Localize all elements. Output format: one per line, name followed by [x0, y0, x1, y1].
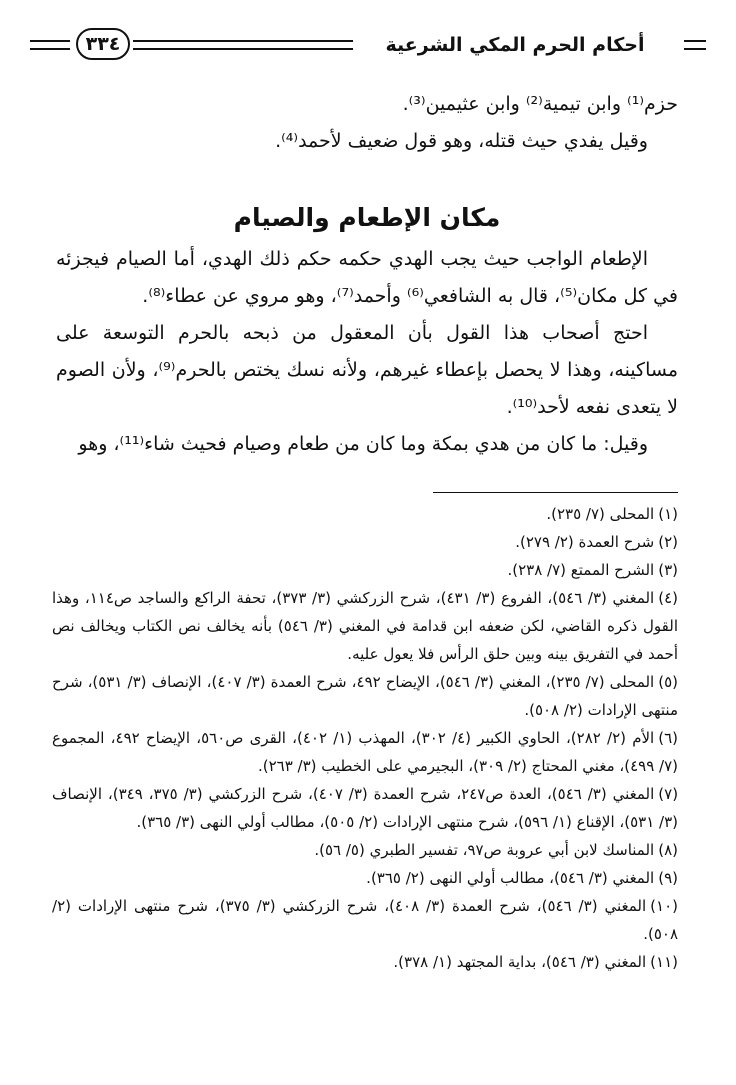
header-rule-middle	[133, 40, 353, 50]
footnote-text: شرح العمدة (٢/ ٢٧٩).	[515, 533, 655, 551]
page-number: ٣٣٤	[76, 28, 130, 60]
footnote-item	[52, 668, 678, 724]
footnote-item	[52, 556, 678, 584]
footnote-number: (٩)	[658, 869, 678, 887]
book-title: أحكام الحرم المكي الشرعية	[385, 34, 645, 56]
footnote-text: المغني (٣/ ٥٤٦)، العدة ص٢٤٧، شرح العمدة (٣/ ٤٠٧)، شرح الزركشي (٣/ ٣٧٥، ٣٤٩)، الإنصاف (٣/ ٥٣١)، الإقناع (١/ ٥٩٦)، شرح منتهى الإرادات (٢/ ٥٠٥)، مطالب أولي النهى (٣/ ٣٦٥).	[52, 785, 678, 831]
footnote-text: المغني (٣/ ٥٤٦)، شرح العمدة (٣/ ٤٠٨)، شرح الزركشي (٣/ ٣٧٥)، شرح منتهى الإرادات (٢/ ٥٠٨).	[52, 897, 678, 943]
footnote-text: المغني (٣/ ٥٤٦)، مطالب أولي النهى (٢/ ٣٦٥).	[366, 869, 655, 887]
header-rule-left	[30, 40, 70, 50]
footnote-item	[52, 500, 678, 528]
footnote-item	[52, 892, 678, 948]
footnote-number: (٦)	[658, 729, 679, 747]
header-rule-right	[684, 40, 706, 50]
footnote-item	[52, 584, 678, 668]
footnotes	[52, 500, 678, 976]
footnote-text: المحلى (٧/ ٢٣٥).	[546, 505, 655, 523]
footnote-number: (١)	[658, 505, 678, 523]
footnote-text: المحلى (٧/ ٢٣٥)، المغني (٣/ ٥٤٦)، الإيضاح ٤٩٢، شرح العمدة (٣/ ٤٠٧)، الإنصاف (٣/ ٥٣١)، شرح منتهى الإرادات (٢/ ٥٠٨).	[52, 673, 678, 719]
running-header	[30, 28, 706, 66]
paragraph: الإطعام الواجب حيث يجب الهدي حكمه حكم ذلك الهدي، أما الصيام فيجزئه في كل مكان⁽⁵⁾، قال به الشافعي⁽⁶⁾ وأحمد⁽⁷⁾، وهو مروي عن عطاء⁽⁸⁾.	[56, 248, 678, 307]
paragraph: حزم⁽¹⁾ وابن تيمية⁽²⁾ وابن عثيمين⁽³⁾.	[402, 93, 678, 115]
footnote-item	[52, 948, 678, 976]
footnote-number: (١١)	[650, 953, 678, 971]
footnote-item	[52, 780, 678, 836]
footnote-text: المغني (٣/ ٥٤٦)، الفروع (٣/ ٤٣١)، شرح الزركشي (٣/ ٣٧٣)، تحفة الراكع والساجد ص١١٤، وهذا القول ذكره القاضي، لكن ضعفه ابن قدامة في المغني (٣/ ٥٤٦) بأنه يخالف نص الكتاب ويخالف نص أحمد في التفريق بينه وبين حلق الرأس فلا يعول عليه.	[52, 589, 678, 663]
footnote-item	[52, 724, 678, 780]
footnote-number: (٥)	[658, 673, 679, 691]
paragraph: وقيل يفدي حيث قتله، وهو قول ضعيف لأحمد⁽⁴⁾.	[275, 130, 648, 152]
section-heading: مكان الإطعام والصيام	[233, 203, 501, 232]
footnote-separator	[433, 492, 678, 493]
footnote-number: (٢)	[658, 533, 678, 551]
footnote-item	[52, 528, 678, 556]
footnote-item	[52, 864, 678, 892]
footnote-text: الأم (٢/ ٢٨٢)، الحاوي الكبير (٤/ ٣٠٢)، المهذب (١/ ٤٠٢)، القرى ص٥٦٠، الإيضاح ٤٩٢، المجموع (٧/ ٤٩٩)، مغني المحتاج (٢/ ٣٠٩)، البجيرمي على الخطيب (٣/ ٢٦٣).	[52, 729, 678, 775]
footnote-number: (٤)	[658, 589, 679, 607]
paragraph: وقيل: ما كان من هدي بمكة وما كان من طعام وصيام فحيث شاء⁽¹¹⁾، وهو	[78, 433, 648, 455]
footnote-text: الشرح الممتع (٧/ ٢٣٨).	[507, 561, 655, 579]
main-paragraphs	[56, 241, 678, 463]
top-paragraphs	[56, 86, 678, 160]
footnote-number: (٨)	[658, 841, 678, 859]
footnote-number: (٧)	[658, 785, 679, 803]
paragraph: احتج أصحاب هذا القول بأن المعقول من ذبحه بالحرم التوسعة على مساكينه، وهذا لا يحصل بإعطاء غيرهم، ولأنه نسك يختص بالحرم⁽⁹⁾، ولأن الصوم لا يتعدى نفعه لأحد⁽¹⁰⁾.	[56, 322, 678, 418]
footnote-number: (١٠)	[650, 897, 678, 915]
footnote-text: المغني (٣/ ٥٤٦)، بداية المجتهد (١/ ٣٧٨).	[393, 953, 647, 971]
footnote-text: المناسك لابن أبي عروبة ص٩٧، تفسير الطبري (٥/ ٥٦).	[314, 841, 655, 859]
footnote-number: (٣)	[658, 561, 678, 579]
footnote-item	[52, 836, 678, 864]
